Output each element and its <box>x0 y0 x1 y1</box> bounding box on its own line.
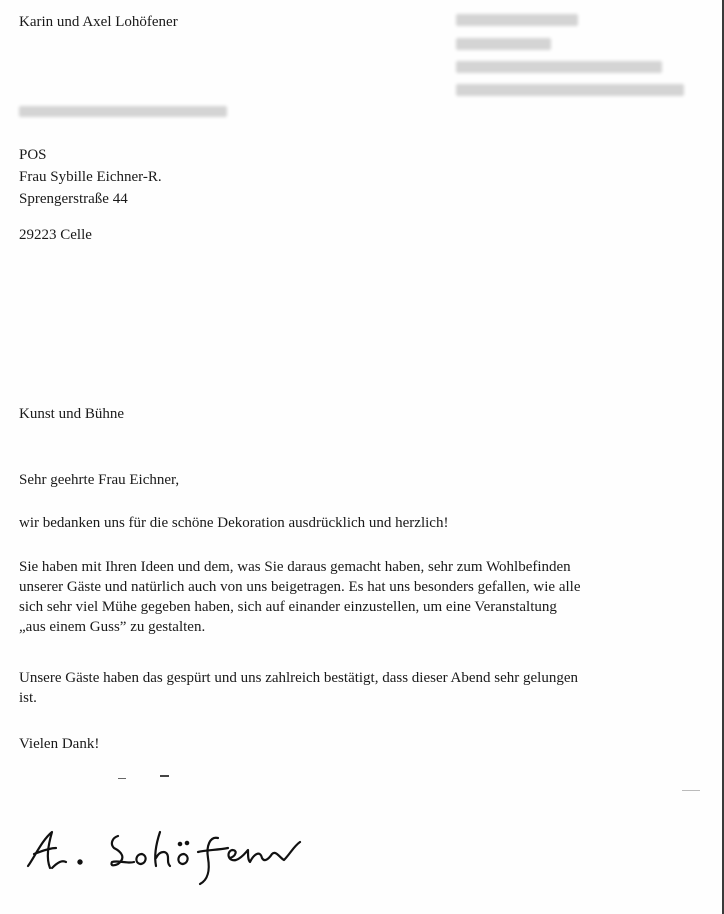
subject-line: Kunst und Bühne <box>19 406 124 422</box>
paragraph-2-line: sich sehr viel Mühe gegeben haben, sich auf einander einzustellen, um eine Veranstaltung <box>19 599 557 615</box>
redacted-address-line-4 <box>456 84 684 96</box>
recipient-city: 29223 Celle <box>19 227 92 243</box>
recipient-line-2: Frau Sybille Eichner-R. <box>19 169 162 185</box>
paragraph-3-line: ist. <box>19 690 37 706</box>
recipient-line-3: Sprengerstraße 44 <box>19 191 128 207</box>
redacted-return-address <box>19 106 227 117</box>
scan-mark <box>118 778 126 779</box>
paragraph-2 <box>19 557 709 637</box>
redacted-address-line-3 <box>456 61 662 73</box>
paragraph-1: wir bedanken uns für die schöne Dekoration ausdrücklich und herzlich! <box>19 515 449 531</box>
paragraph-3-line: Unsere Gäste haben das gespürt und uns zahlreich bestätigt, dass dieser Abend sehr gelungen <box>19 670 579 686</box>
redacted-address-line-2 <box>456 38 551 50</box>
scan-mark <box>682 790 700 791</box>
closing: Vielen Dank! <box>19 736 100 752</box>
handwritten-signature <box>22 818 362 888</box>
salutation: Sehr geehrte Frau Eichner, <box>19 472 180 488</box>
paragraph-2-line: Sie haben mit Ihren Ideen und dem, was Sie daraus gemacht haben, sehr zum Wohlbefinden <box>19 559 571 575</box>
paragraph-2-line: „aus einem Guss” zu gestalten. <box>19 619 206 635</box>
scan-mark <box>160 775 169 777</box>
sender-names: Karin und Axel Lohöfener <box>19 14 178 30</box>
recipient-address <box>19 145 162 247</box>
paragraph-2-line: unserer Gäste und natürlich auch von uns beigetragen. Es hat uns besonders gefallen, wie alle <box>19 579 581 595</box>
redacted-address-line-1 <box>456 14 578 26</box>
recipient-line-1: POS <box>19 147 47 163</box>
paragraph-3 <box>19 668 578 708</box>
